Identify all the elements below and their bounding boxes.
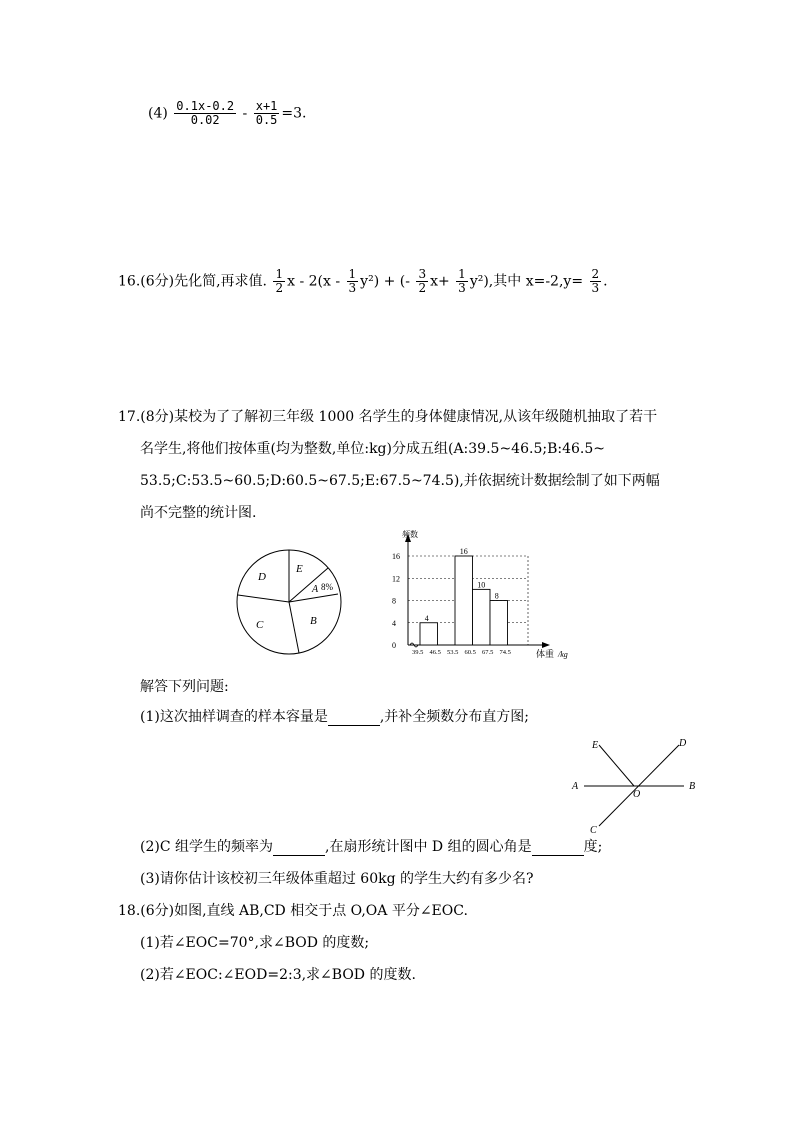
point-label-o: O xyxy=(633,789,641,800)
pie-label-c: C xyxy=(256,619,264,631)
histogram-y-label: 频数 xyxy=(402,530,418,539)
pie-chart xyxy=(232,548,347,660)
q15-4-rhs: =3. xyxy=(281,105,307,122)
point-label-c: C xyxy=(590,825,597,836)
histogram-bars xyxy=(420,547,508,645)
y-tick-label: 16 xyxy=(392,552,400,561)
histogram-bar xyxy=(420,623,438,645)
q17-line-1: 17.(8分)某校为了了解初三年级 1000 名学生的身体健康情况,从该年级随机抽取了若干 xyxy=(118,409,658,425)
bar-value-label: 4 xyxy=(424,613,429,623)
answer-blank-c-frequency[interactable] xyxy=(273,841,325,856)
q17-line-4: 尚不完整的统计图. xyxy=(140,505,257,521)
q18-sub-2: (2)若∠EOC:∠EOD=2:3,求∠BOD 的度数. xyxy=(140,967,416,983)
y-tick-label: 4 xyxy=(392,618,396,628)
histogram-x-ticks xyxy=(412,649,511,656)
point-label-e: E xyxy=(592,740,599,751)
question-16: 16.(6分)先化简,再求值. $\frac{1}{2}$ x - 2(x - $\frac{1}{3}$ y²) + (- $\frac{3}{2}$ x+ $\frac{1}{3}$ y²),其中 x=-2,y= $\frac{2}{3}$ . xyxy=(118,267,608,295)
pie-label-e: E xyxy=(296,563,303,575)
x-tick-label: 60.5 xyxy=(464,649,476,656)
x-tick-label: 46.5 xyxy=(429,649,441,656)
q15-4-label: (4) xyxy=(148,105,168,122)
histogram-x-unit: /kg xyxy=(558,650,568,659)
q17-sub-3: (3)请你估计该校初三年级体重超过 60kg 的学生大约有多少名? xyxy=(140,871,534,887)
q15-4-fraction-2: $\frac{x+1}{0.5}$ xyxy=(255,99,278,127)
q15-4-fraction-1: $\frac{0.1x-0.2}{0.02}$ xyxy=(176,99,235,127)
x-tick-label: 74.5 xyxy=(499,649,511,656)
histogram-bar xyxy=(455,556,473,645)
histogram-x-arrow xyxy=(542,642,550,648)
answer-blank-sample-size[interactable] xyxy=(328,711,380,726)
figure-18-lines xyxy=(566,734,706,838)
q17-line-2: 名学生,将他们按体重(均为整数,单位:kg)分成五组(A:39.5~46.5;B:46.5~ xyxy=(140,441,605,457)
point-label-d: D xyxy=(679,738,687,749)
y-tick-label: 12 xyxy=(392,574,400,584)
pie-label-d: D xyxy=(258,571,266,583)
histogram-bar xyxy=(490,601,508,646)
x-tick-label: 53.5 xyxy=(447,649,459,656)
bar-value-label: 10 xyxy=(477,580,486,590)
q17-line-3: 53.5;C:53.5~60.5;D:60.5~67.5;E:67.5~74.5),并依据统计数据绘制了如下两幅 xyxy=(140,473,660,489)
q15-4-equation: (4) $\frac{0.1x-0.2}{0.02}$ - $\frac{x+1}{0.5}$ =3. xyxy=(148,99,307,127)
histogram-x-label: 体重 xyxy=(536,649,555,659)
q17-answer-intro: 解答下列问题: xyxy=(140,679,229,695)
pie-label-b: B xyxy=(310,615,317,627)
pie-label-a-percent: 8% xyxy=(321,582,333,592)
answer-blank-d-angle[interactable] xyxy=(532,841,584,856)
histogram-y-ticks xyxy=(392,552,400,650)
x-tick-label: 39.5 xyxy=(412,649,424,656)
bar-value-label: 16 xyxy=(459,547,468,556)
q17-sub-2: (2)C 组学生的频率为 ,在扇形统计图中 D 组的圆心角是 度; xyxy=(140,839,603,855)
pie-divider-b-c xyxy=(289,602,299,653)
q18-sub-1: (1)若∠EOC=70°,求∠BOD 的度数; xyxy=(140,935,370,951)
q18-line-1: 18.(6分)如图,直线 AB,CD 相交于点 O,OA 平分∠EOC. xyxy=(118,903,468,919)
point-label-b: B xyxy=(689,781,696,792)
pie-label-a: A xyxy=(312,584,319,595)
point-label-a: A xyxy=(572,781,579,792)
pie-divider-c-d xyxy=(238,595,289,602)
bar-value-label: 8 xyxy=(494,591,499,601)
histogram-bar xyxy=(473,589,491,645)
y-tick-label: 8 xyxy=(392,596,396,606)
histogram-chart xyxy=(388,528,578,663)
q17-sub-1: (1)这次抽样调查的样本容量是 ,并补全频数分布直方图; xyxy=(140,709,530,725)
y-tick-label: 0 xyxy=(392,641,396,650)
x-tick-label: 67.5 xyxy=(482,649,494,656)
ray-oe xyxy=(599,745,634,786)
